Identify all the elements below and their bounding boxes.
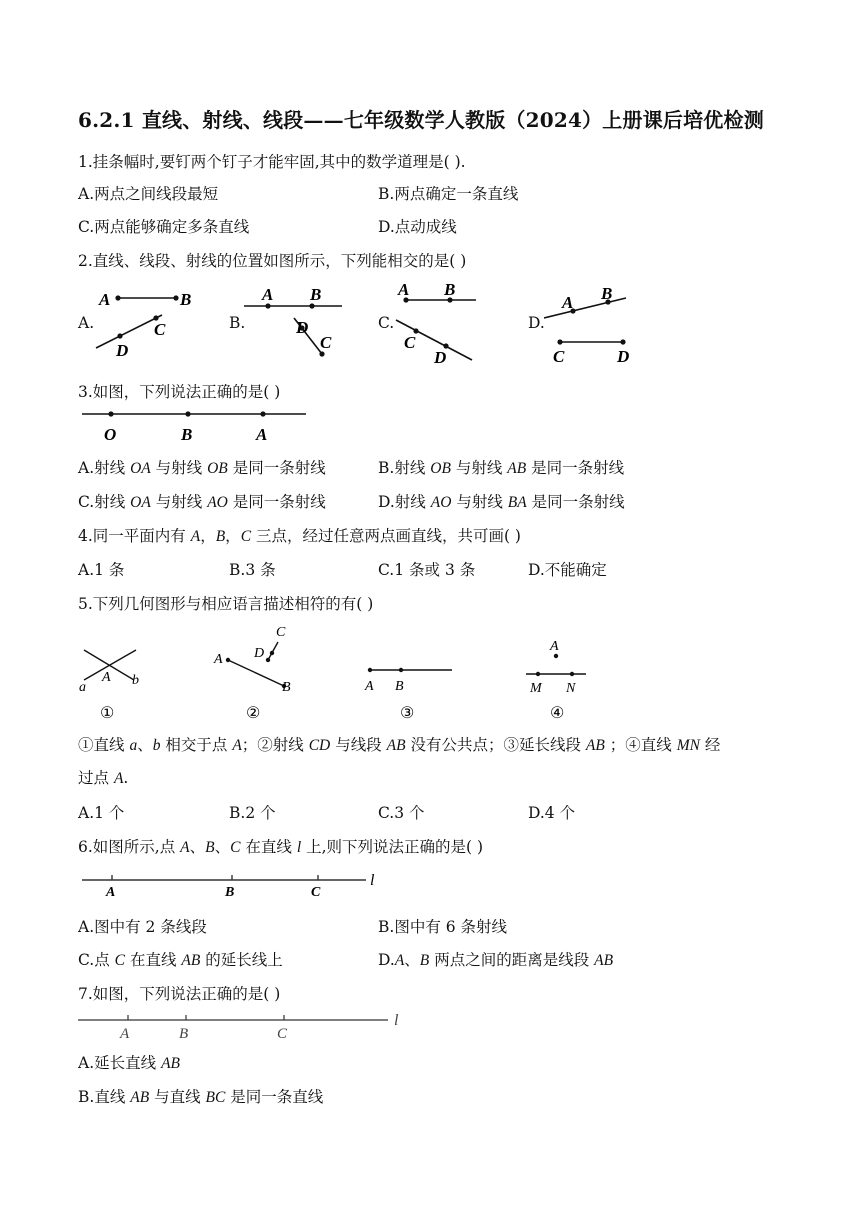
q2-stem: 2.直线、线段、射线的位置如图所示，下列能相交的是( ) [78,252,467,270]
q2a-label-d: D [116,341,129,360]
q1-stem: 1.挂条幅时,要钉两个钉子才能牢固,其中的数学道理是( ). [78,153,466,171]
q5-figure-2 [210,620,300,722]
q2c-label-d: D [434,348,447,366]
q5f4-label-m: M [530,681,542,696]
q6-option-a: A.图中有 2 条线段 [78,918,207,936]
q3-option-c: C.射线 OA 与射线 AO 是同一条射线 [78,493,326,511]
q1-option-b: B.两点确定一条直线 [378,185,519,203]
q6-option-b: B.图中有 6 条射线 [378,918,508,936]
q2-figure-c [390,280,490,366]
q7-label-a: A [120,1026,130,1042]
q2d-label-a: A [562,293,574,312]
page-title: 6.2.1 直线、射线、线段——七年级数学人教版（2024）上册课后培优检测 [78,108,764,132]
q6-label-c: C [311,885,321,900]
q5-figure-4 [520,636,600,722]
q4-option-d: D.不能确定 [528,561,607,579]
q2-figure-b [240,282,350,362]
q5f2-label-d: D [254,646,265,661]
q5f1-label-b-line: b [132,673,139,688]
q2-option-c: C. [378,314,395,332]
q2-option-d: D. [528,314,545,332]
q2a-label-a: A [99,290,111,309]
q5-description-line2: 过点 A. [78,769,129,787]
q2d-label-d: D [617,347,630,366]
q5-figure-4-number: ④ [550,705,565,722]
q2b-label-d: D [296,318,309,337]
q3-label-b: B [181,425,193,444]
q5f4-label-a: A [550,639,559,654]
q2c-label-c: C [404,333,416,352]
q5-figure-2-number: ② [246,705,261,722]
q5f4-label-n: N [566,681,576,696]
q1-option-c: C.两点能够确定多条直线 [78,218,250,236]
q4-option-c: C.1 条或 3 条 [378,561,476,579]
q7-label-c: C [277,1026,288,1042]
q5-figure-1-number: ① [100,705,115,722]
q5-option-c: C.3 个 [378,804,425,822]
q6-label-l: l [370,872,375,889]
q6-option-d: D.A、B 两点之间的距离是线段 AB [378,951,614,969]
q2-figure-d [544,280,644,366]
q4-stem: 4.同一平面内有 A，B，C 三点，经过任意两点画直线，共可画( ) [78,527,521,545]
q2d-label-b: B [601,284,613,303]
q5f1-label-a-line: a [79,680,86,695]
q5f3-label-a: A [365,679,374,694]
q7-stem: 7.如图，下列说法正确的是( ) [78,985,281,1003]
q3-option-b: B.射线 OB 与射线 AB 是同一条射线 [378,459,625,477]
q5f1-label-a-point: A [102,670,111,685]
q1-option-a: A.两点之间线段最短 [78,185,219,203]
q5-figure-3-number: ③ [400,705,415,722]
q6-stem: 6.如图所示,点 A、B、C 在直线 l 上,则下列说法正确的是( ) [78,838,484,856]
q2c-label-b: B [444,280,456,299]
q3-option-d: D.射线 AO 与射线 BA 是同一条射线 [378,493,625,511]
q2b-label-a: A [262,285,274,304]
q7-figure [76,1010,416,1044]
q5f2-label-a: A [214,652,223,667]
q3-label-a: A [256,425,268,444]
q6-label-a: A [106,885,116,900]
q3-option-a: A.射线 OA 与射线 OB 是同一条射线 [78,459,326,477]
q3-figure [80,404,320,448]
q5-option-b: B.2 个 [229,804,276,822]
q2c-label-a: A [398,280,410,299]
q5-description-line1: ①直线 a、b 相交于点 A；②射线 CD 与线段 AB 没有公共点；③延长线段 AB ；④直线 MN 经 [78,736,721,754]
q2a-label-b: B [180,290,192,309]
q4-option-b: B.3 条 [229,561,276,579]
q2-option-a: A. [78,314,95,332]
q5f2-label-b: B [282,680,291,695]
q6-option-c: C.点 C 在直线 AB 的延长线上 [78,951,283,969]
q4-option-a: A.1 条 [78,561,125,579]
q2-figure-a [94,282,204,362]
q2b-label-b: B [310,285,322,304]
q6-figure [80,868,390,902]
q5-figure-1 [76,640,156,722]
q5-figure-3 [360,650,460,722]
q5-stem: 5.下列几何图形与相应语言描述相符的有( ) [78,595,374,613]
q2-option-b: B. [229,314,246,332]
q2b-label-c: C [320,333,332,352]
q5f3-label-b: B [395,679,404,694]
q3-stem: 3.如图，下列说法正确的是( ) [78,383,281,401]
q1-option-d: D.点动成线 [378,218,457,236]
q3-label-o: O [104,425,117,444]
q5-option-d: D.4 个 [528,804,576,822]
q2d-label-c: C [553,347,565,366]
q5f2-label-c: C [276,625,286,640]
q7-option-a: A.延长直线 AB [78,1054,180,1072]
q7-option-b: B.直线 AB 与直线 BC 是同一条直线 [78,1088,324,1106]
q2a-label-c: C [154,320,166,339]
q6-label-b: B [225,885,235,900]
q5-option-a: A.1 个 [78,804,125,822]
q7-label-l: l [394,1012,399,1029]
q7-label-b: B [179,1026,189,1042]
